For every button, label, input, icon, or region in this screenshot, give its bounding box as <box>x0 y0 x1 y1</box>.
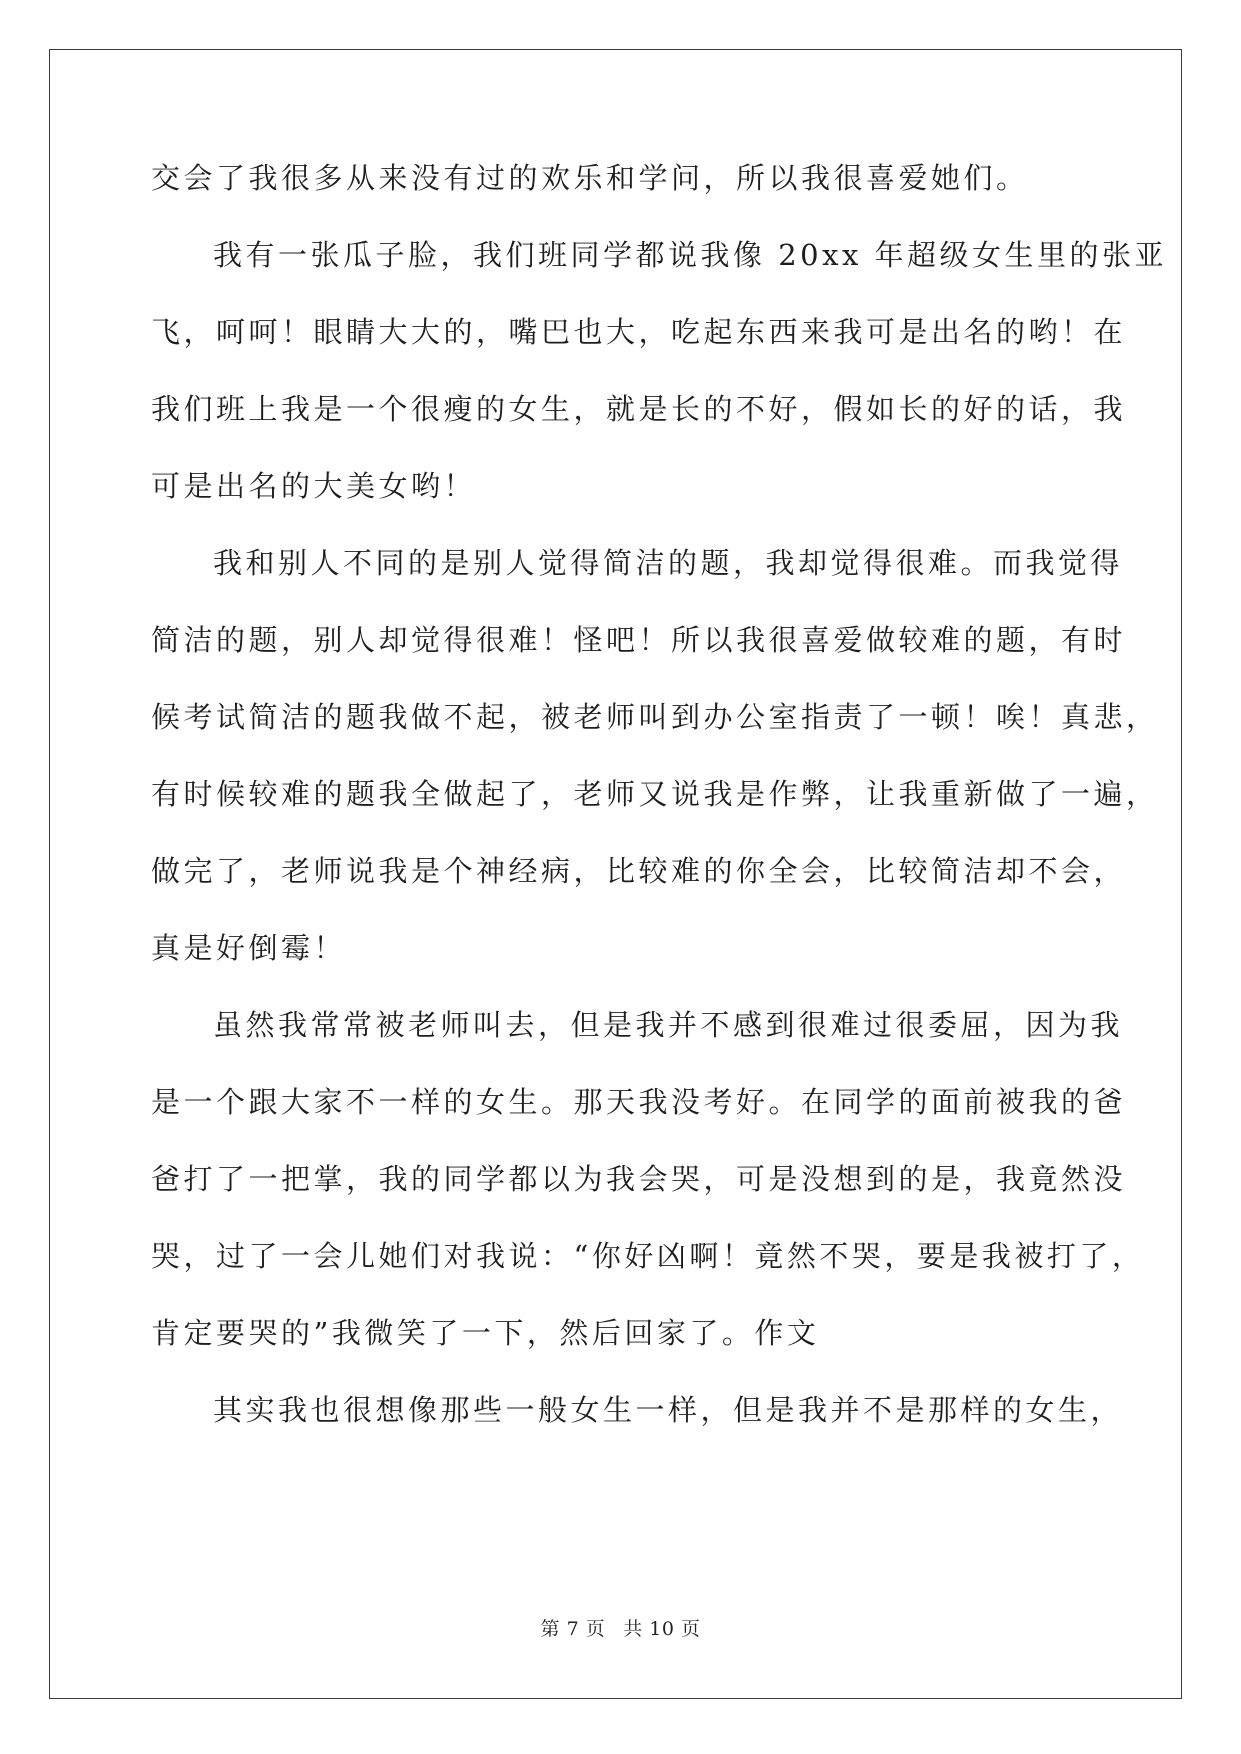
text-line: 虽然我常常被老师叫去，但是我并不感到很难过很委屈，因为我 <box>213 1008 1124 1042</box>
text-line: 候考试简洁的题我做不起，被老师叫到办公室指责了一顿！唉！真悲， <box>151 700 1159 734</box>
page-total: 共 10 页 <box>623 1618 701 1640</box>
page-number: 第 7 页 <box>540 1618 606 1640</box>
page-footer <box>0 1614 1241 1641</box>
text-line: 真是好倒霉！ <box>151 931 347 965</box>
text-line: 飞，呵呵！眼睛大大的，嘴巴也大，吃起东西来我可是出名的哟！在 <box>151 315 1127 349</box>
text-line: 交会了我很多从来没有过的欢乐和学问，所以我很喜爱她们。 <box>151 161 1029 195</box>
text-line: 可是出名的大美女哟！ <box>151 469 477 503</box>
text-line: 爸打了一把掌，我的同学都以为我会哭，可是没想到的是，我竟然没 <box>151 1162 1127 1196</box>
text-line: 是一个跟大家不一样的女生。那天我没考好。在同学的面前被我的爸 <box>151 1085 1127 1119</box>
text-line: 简洁的题，别人却觉得很难！怪吧！所以我很喜爱做较难的题，有时 <box>151 623 1127 657</box>
text-line: 肯定要哭的”我微笑了一下，然后回家了。作文 <box>151 1316 820 1350</box>
text-line: 我们班上我是一个很瘦的女生，就是长的不好，假如长的好的话，我 <box>151 392 1127 426</box>
text-line: 做完了，老师说我是个神经病，比较难的你全会，比较简洁却不会， <box>151 854 1127 888</box>
text-line: 其实我也很想像那些一般女生一样，但是我并不是那样的女生， <box>213 1393 1124 1427</box>
text-line: 我有一张瓜子脸，我们班同学都说我像 20xx 年超级女生里的张亚 <box>213 238 1168 272</box>
text-line: 我和别人不同的是别人觉得简洁的题，我却觉得很难。而我觉得 <box>213 546 1124 580</box>
text-line: 有时候较难的题我全做起了，老师又说我是作弊，让我重新做了一遍， <box>151 777 1159 811</box>
text-line: 哭，过了一会儿她们对我说：“你好凶啊！竟然不哭，要是我被打了， <box>151 1239 1145 1273</box>
